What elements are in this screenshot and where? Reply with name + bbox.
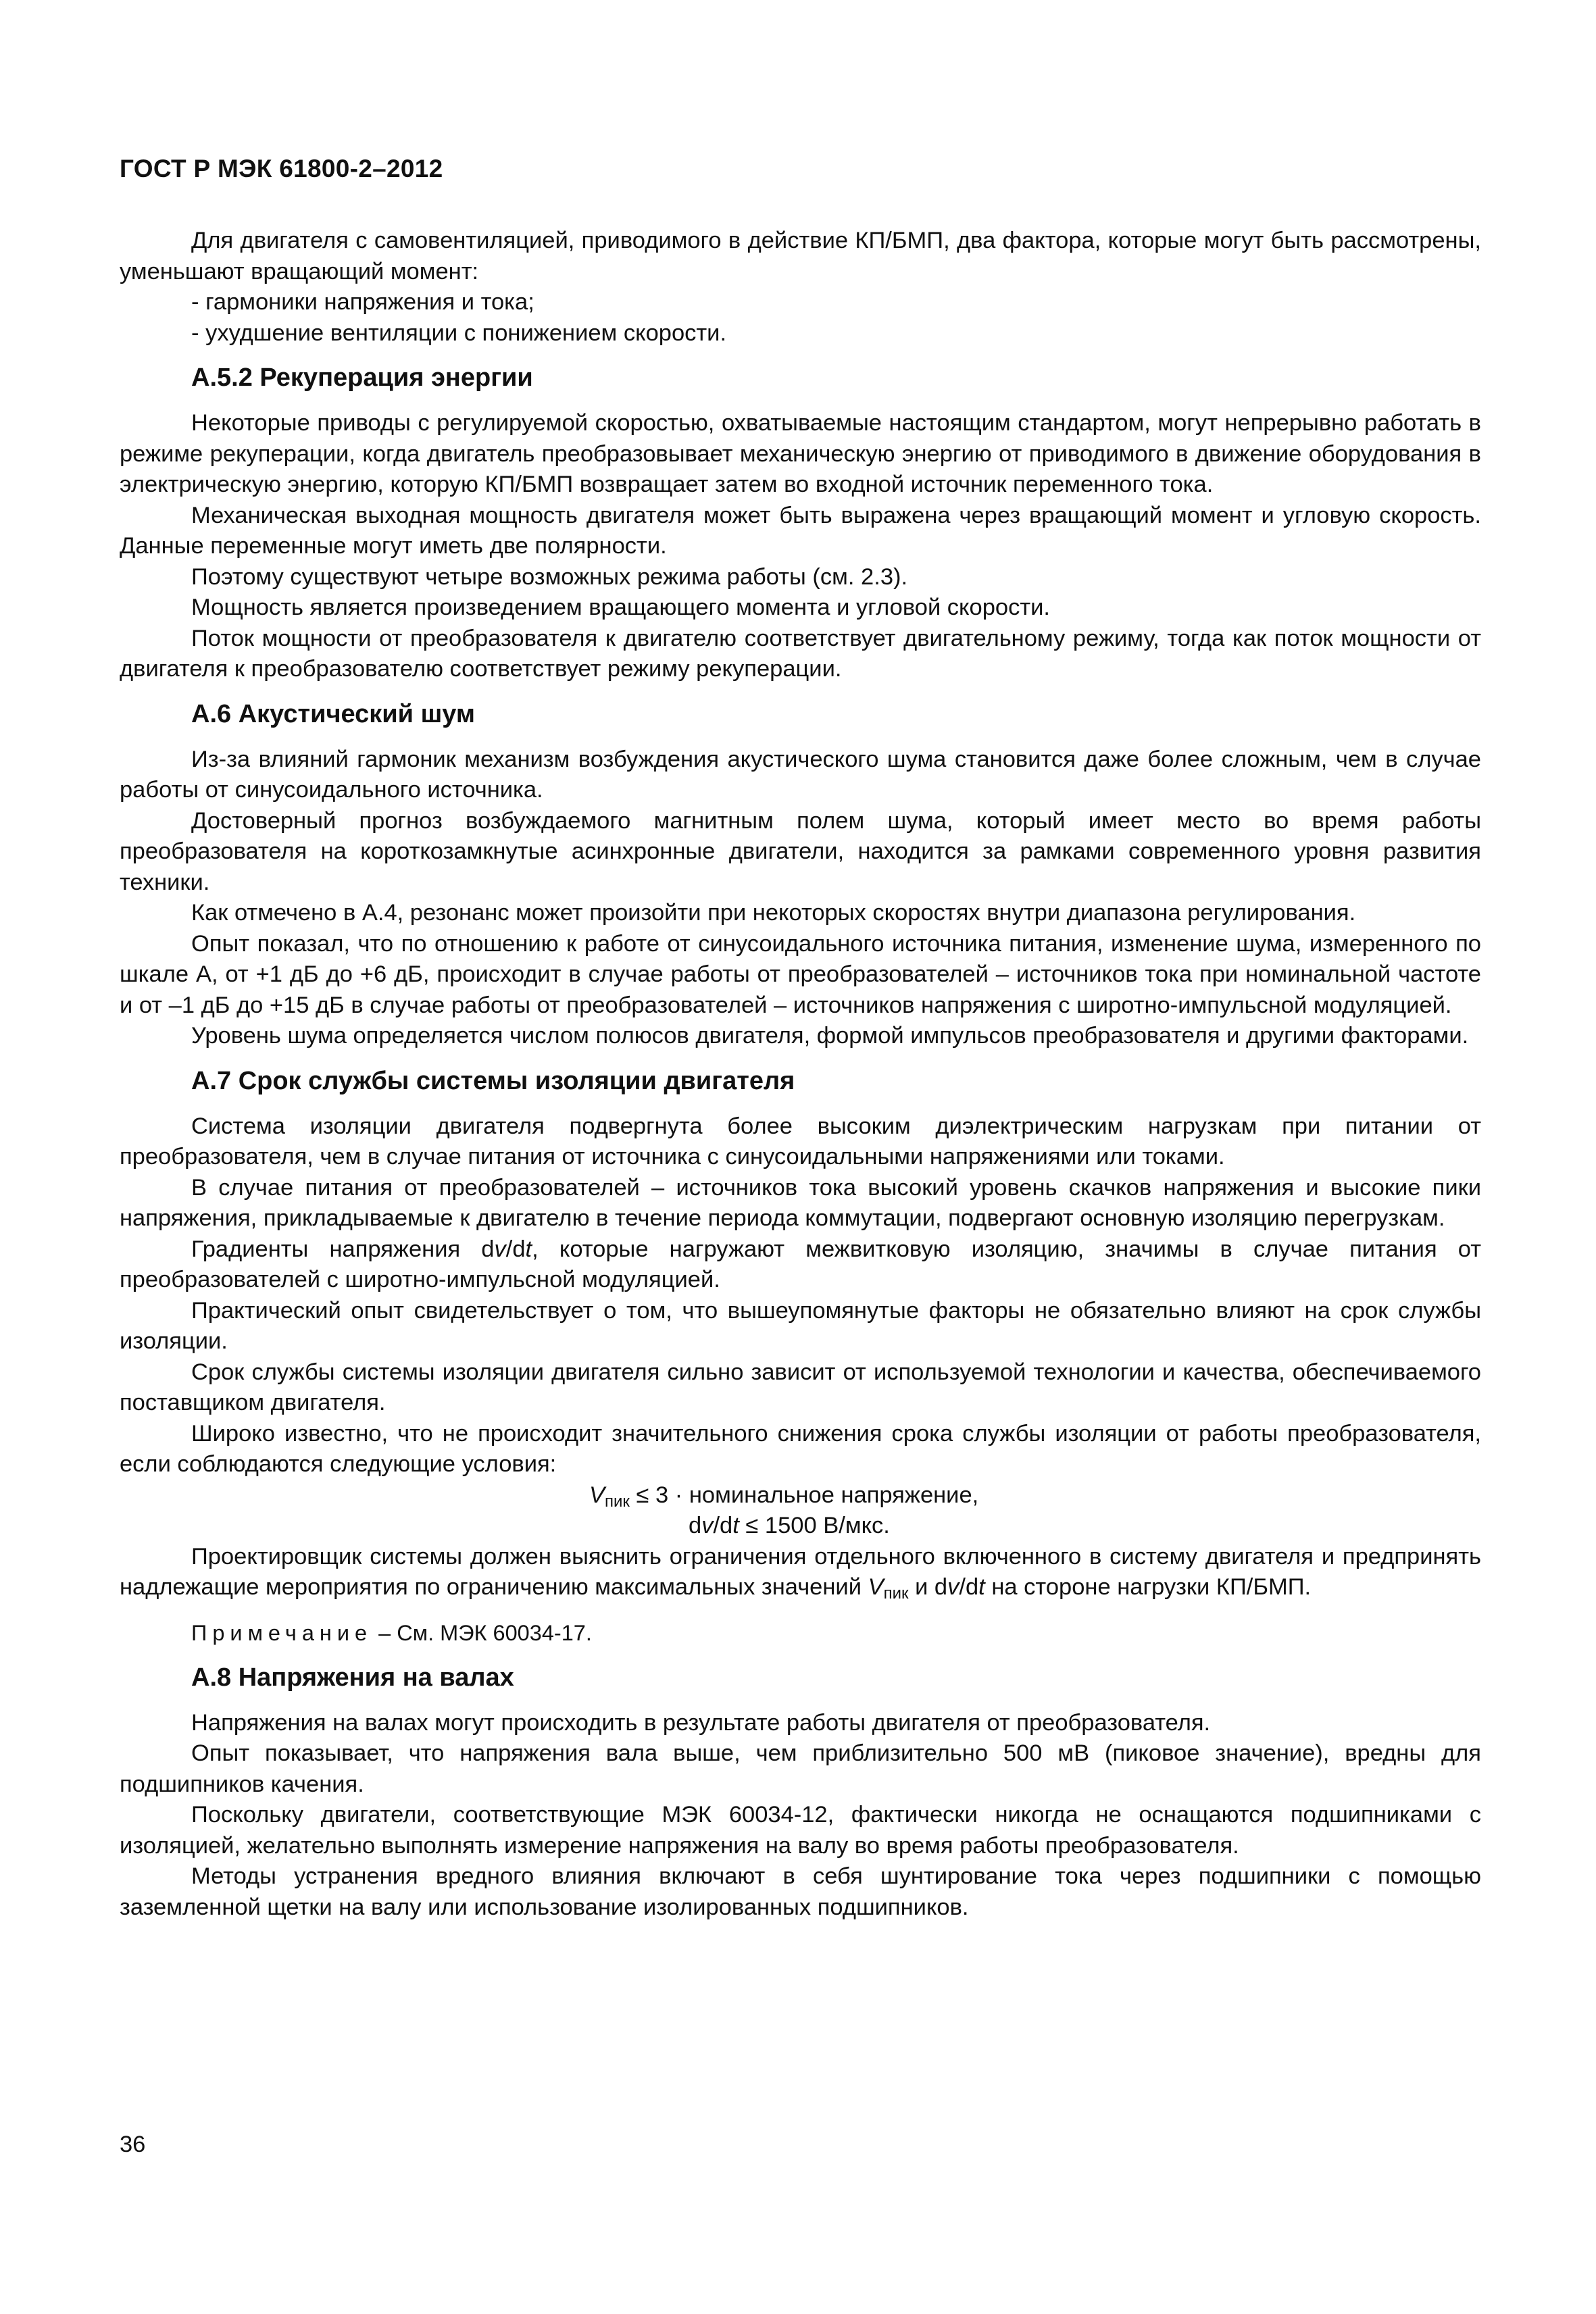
paragraph: Из-за влияний гармоник механизм возбуждения акустического шума становится даже более сложным, чем в случае работы от синусоидального источника. xyxy=(120,746,1481,803)
page-number: 36 xyxy=(120,2132,146,2157)
section-heading-a6: А.6 Акустический шум xyxy=(191,699,475,728)
paragraph: Срок службы системы изоляции двигателя сильно зависит от используемой технологии и качества, обеспечиваемого поставщиком двигателя. xyxy=(120,1359,1481,1415)
list-item: - ухудшение вентиляции с понижением скорости. xyxy=(191,320,727,346)
paragraph: В случае питания от преобразователей – источников тока высокий уровень скачков напряжения и высокие пики напряжения, прикладываемые к двигателю в течение периода коммутации, подвергают основную изоляцию перегрузкам. xyxy=(120,1174,1481,1231)
list-item: - гармоники напряжения и тока; xyxy=(191,289,534,315)
paragraph: Механическая выходная мощность двигателя может быть выражена через вращающий момент и угловую скорость. Данные переменные могут иметь две полярности. xyxy=(120,502,1481,559)
section-heading-a7: А.7 Срок службы системы изоляции двигателя xyxy=(191,1066,795,1095)
section-heading-a8: А.8 Напряжения на валах xyxy=(191,1663,514,1692)
paragraph: Поэтому существуют четыре возможных режима работы (см. 2.3). xyxy=(191,563,908,590)
paragraph: Система изоляции двигателя подвергнута более высоким диэлектрическим нагрузкам при питании от преобразователя, чем в случае питания от источника с синусоидальными напряжениями или токами. xyxy=(120,1113,1481,1169)
paragraph: Достоверный прогноз возбуждаемого магнитным полем шума, который имеет место во время работы преобразователя на короткозамкнутые асинхронные двигатели, находится за рамками современного уровня развития техники. xyxy=(120,807,1481,895)
paragraph: Напряжения на валах могут происходить в результате работы двигателя от преобразователя. xyxy=(191,1709,1211,1736)
paragraph: Опыт показал, что по отношению к работе от синусоидального источника питания, изменение шума, измеренного по шкале А, от +1 дБ до +6 дБ, происходит в случае работы от преобразователей – источников тока при номинальной частоте и от –1 дБ до +15 дБ в случае работы от преобразователей – источников напряжения с широтно-импульсной модуляцией. xyxy=(120,930,1481,1018)
paragraph: Методы устранения вредного влияния включают в себя шунтирование тока через подшипники с помощью заземленной щетки на валу или использование изолированных подшипников. xyxy=(120,1863,1481,1920)
paragraph: Некоторые приводы с регулируемой скоростью, охватываемые настоящим стандартом, могут непрерывно работать в режиме рекуперации, когда двигатель преобразовывает механическую энергию от приводимого в движение оборудования в электрическую энергию, которую КП/БМП возвращает затем во входной источник переменного тока. xyxy=(120,410,1481,497)
paragraph: Проектировщик системы должен выяснить ограничения отдельного включенного в систему двигателя и предпринять надлежащие мероприятия по ограничению максимальных значений $V_{пик}$ и dv/dt на стороне нагрузки КП/БМП. xyxy=(120,1543,1481,1603)
paragraph: Практический опыт свидетельствует о том, что вышеупомянутые факторы не обязательно влияют на срок службы изоляции. xyxy=(120,1297,1481,1354)
paragraph: Опыт показывает, что напряжения вала выше, чем приблизительно 500 мВ (пиковое значение), вредны для подшипников качения. xyxy=(120,1740,1481,1797)
paragraph: Широко известно, что не происходит значительного снижения срока службы изоляции от работы преобразователя, если соблюдаются следующие условия: xyxy=(120,1420,1481,1477)
paragraph: Поскольку двигатели, соответствующие МЭК 60034-12, фактически никогда не оснащаются подшипниками с изоляцией, желательно выполнять измерение напряжения на валу во время работы преобразователя. xyxy=(120,1802,1481,1859)
formula-line: dv/dt ≤ 1500 В/мкс. xyxy=(689,1513,890,1538)
paragraph: Градиенты напряжения dv/dt, которые нагружают межвитковую изоляцию, значимы в случае питания от преобразователей с широтно-импульсной модуляцией. xyxy=(120,1236,1481,1292)
paragraph: Поток мощности от преобразователя к двигателю соответствует двигательному режиму, тогда как поток мощности от двигателя к преобразователю соответствует режиму рекуперации. xyxy=(120,625,1481,682)
document-header: ГОСТ Р МЭК 61800-2–2012 xyxy=(120,155,443,182)
paragraph: Уровень шума определяется числом полюсов двигателя, формой импульсов преобразователя и другими факторами. xyxy=(191,1023,1469,1049)
paragraph: Мощность является произведением вращающего момента и угловой скорости. xyxy=(191,595,1051,620)
paragraph: Как отмечено в А.4, резонанс может произойти при некоторых скоростях внутри диапазона регулирования. xyxy=(191,900,1356,926)
note: Примечание – См. МЭК 60034-17. xyxy=(191,1620,592,1645)
formula-block xyxy=(120,1480,1481,1542)
paragraph: Для двигателя с самовентиляцией, приводимого в действие КП/БМП, два фактора, которые могут быть рассмотрены, уменьшают вращающий момент: xyxy=(120,228,1481,284)
formula-line: $V_{пик} \le 3$ · номинальное напряжение, xyxy=(589,1482,979,1511)
section-heading-a52: А.5.2 Рекуперация энергии xyxy=(191,363,533,392)
